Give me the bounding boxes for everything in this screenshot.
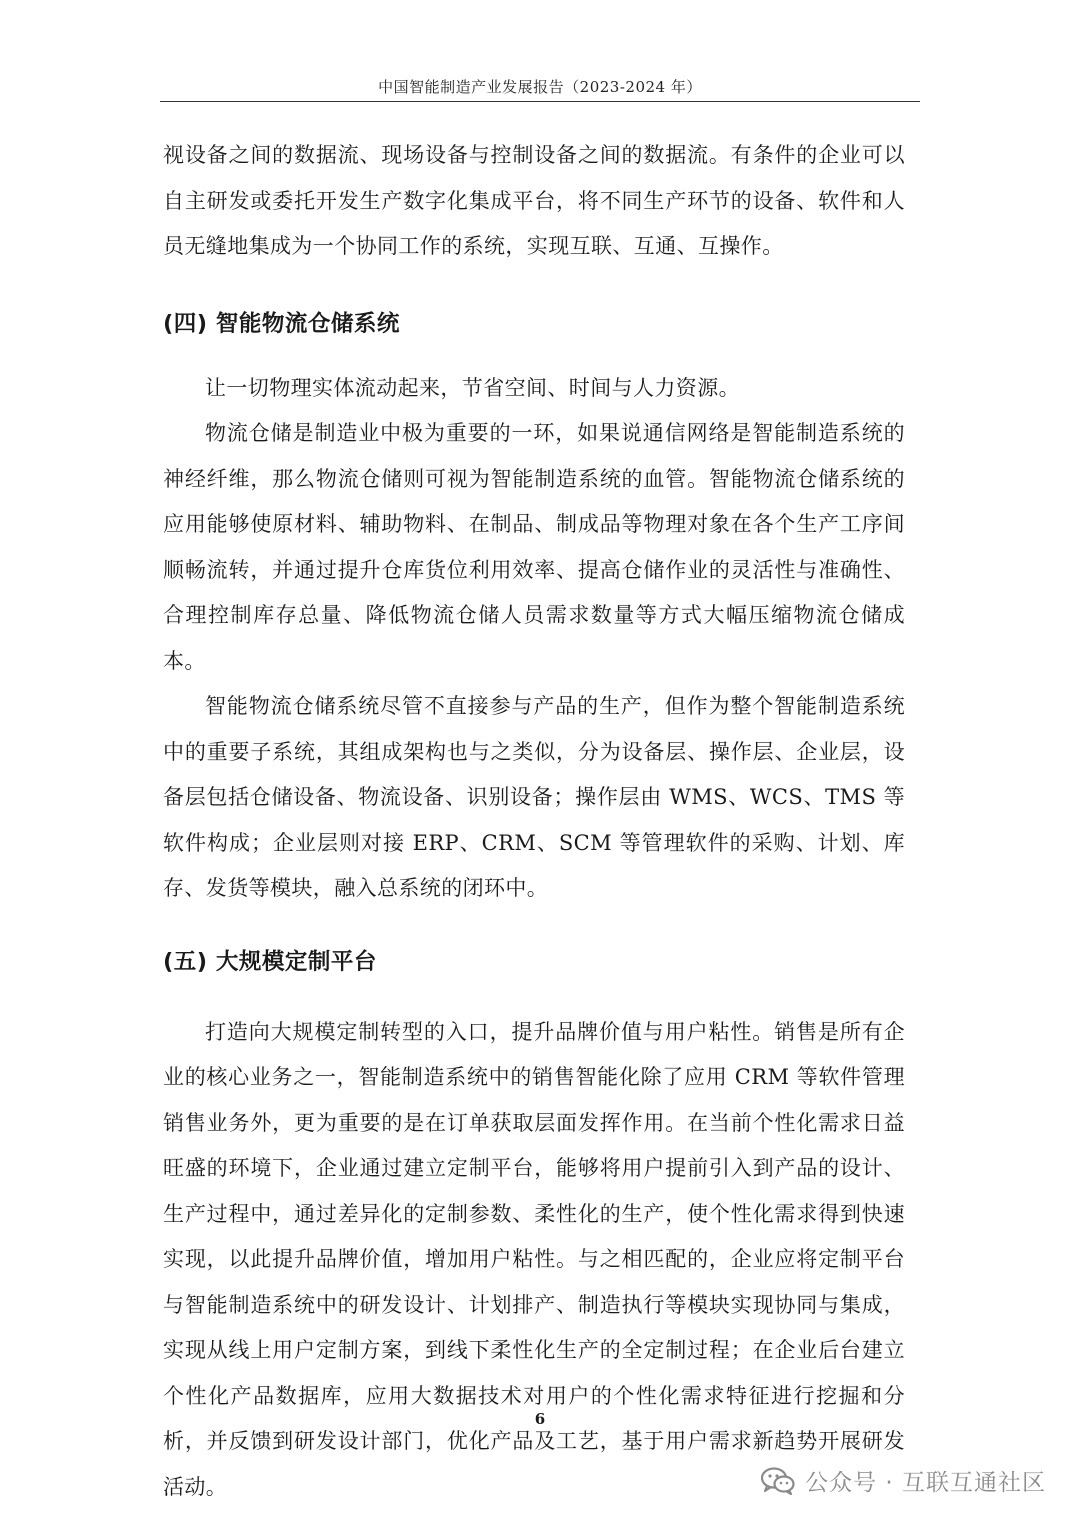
wechat-watermark [761,1464,1046,1497]
page-number: 6 [534,1410,546,1428]
page-header-title: 中国智能制造产业发展报告（2023-2024 年） [378,78,702,96]
watermark-text: 公众号 · 互联互通社区 [805,1470,1046,1496]
section-4-title: (四) 智能物流仓储系统 [163,310,400,337]
page-content [163,133,905,1510]
section-4-paragraph-1: 让一切物理实体流动起来，节省空间、时间与人力资源。 [205,375,740,400]
section-5-title: (五) 大规模定制平台 [163,948,377,975]
wechat-icon [761,1467,795,1495]
section-4-paragraph-3: 智能物流仓储系统尽管不直接参与产品的生产，但作为整个智能制造系统中的重要子系统，其组成架构也与之类似，分为设备层、操作层、企业层，设备层包括仓储设备、物流设备、识别设备；操作层由 WMS、WCS、TMS 等软件构成；企业层则对接 ERP、CRM、SCM 等管理软件的采购、计划、库存、发货等模块，融入总系统的闭环中。 [163,694,905,900]
header-divider [160,101,920,102]
intro-paragraph: 视设备之间的数据流、现场设备与控制设备之间的数据流。有条件的企业可以自主研发或委托开发生产数字化集成平台，将不同生产环节的设备、软件和人员无缝地集成为一个协同工作的系统，实现互联、互通、互操作。 [163,143,905,258]
section-4-paragraph-2: 物流仓储是制造业中极为重要的一环，如果说通信网络是智能制造系统的神经纤维，那么物流仓储则可视为智能制造系统的血管。智能物流仓储系统的应用能够使原材料、辅助物料、在制品、制成品等物理对象在各个生产工序间顺畅流转，并通过提升仓库货位利用效率、提高仓储作业的灵活性与准确性、合理控制库存总量、降低物流仓储人员需求数量等方式大幅压缩物流仓储成本。 [163,421,905,673]
section-5-paragraph-1: 打造向大规模定制转型的入口，提升品牌价值与用户粘性。销售是所有企业的核心业务之一，智能制造系统中的销售智能化除了应用 CRM 等软件管理销售业务外，更为重要的是在订单获取层面发挥作用。在当前个性化需求日益旺盛的环境下，企业通过建立定制平台，能够将用户提前引入到产品的设计、生产过程中，通过差异化的定制参数、柔性化的生产，使个性化需求得到快速实现，以此提升品牌价值，增加用户粘性。与之相匹配的，企业应将定制平台与智能制造系统中的研发设计、计划排产、制造执行等模块实现协同与集成，实现从线上用户定制方案，到线下柔性化生产的全定制过程；在企业后台建立个性化产品数据库，应用大数据技术对用户的个性化需求特征进行挖掘和分析，并反馈到研发设计部门，优化产品及工艺，基于用户需求新趋势开展研发活动。 [163,1019,905,1499]
